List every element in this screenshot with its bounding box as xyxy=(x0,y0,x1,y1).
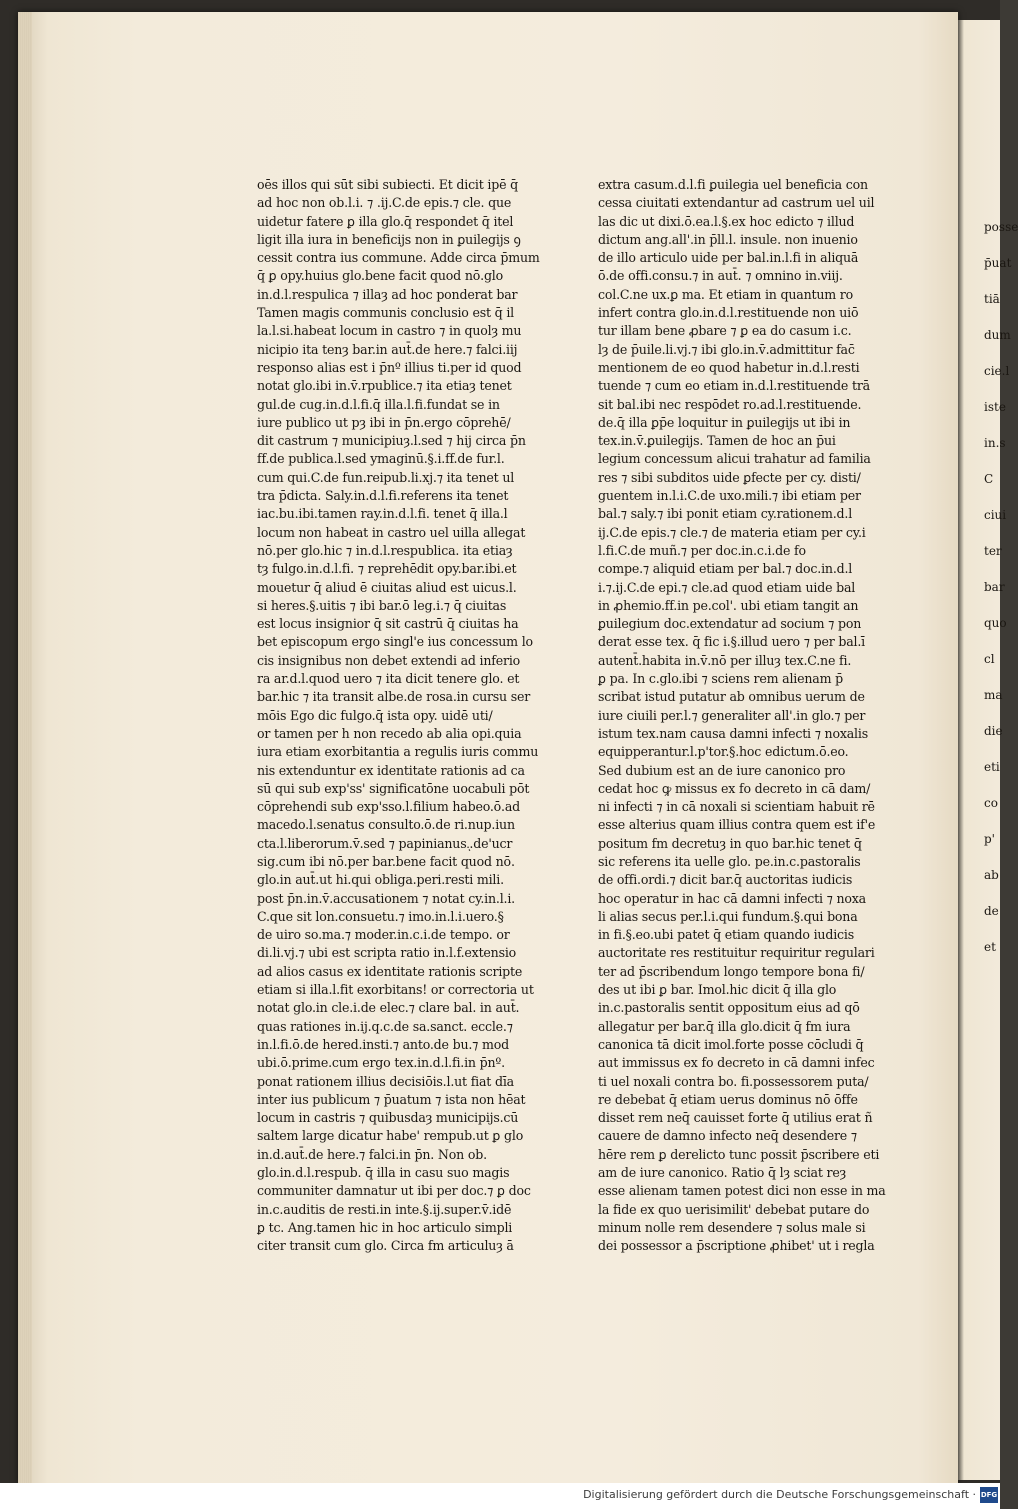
text-line: re debebat q̄ etiam uerus dominus nō ōffe xyxy=(598,1091,858,1107)
text-line: legium concessum alicui trahatur ad familia xyxy=(598,451,871,467)
text-line: auctoritate res restituitur requiritur regulari xyxy=(598,945,875,961)
text-line: de offi.ordi.⁊ dicit bar.q̄ auctoritas iudicis xyxy=(598,872,853,888)
text-line: or tamen per h non recedo ab alia opi.quia xyxy=(257,725,522,741)
text-line: communiter damnatur ut ibi per doc.⁊ ꝑ doc xyxy=(257,1183,531,1199)
left-text-column xyxy=(257,176,540,1256)
text-line: ter ad p̄scribendum longo tempore bona fi/ xyxy=(598,963,865,979)
facing-page-fragment: die xyxy=(984,724,1003,738)
text-line: equipperantur.l.p'tor.§.hoc edictum.ō.eo. xyxy=(598,744,849,760)
text-line: ō.de offi.consu.⁊ in aut̄. ⁊ omnino in.viij. xyxy=(598,268,843,284)
text-line: Sed dubium est an de iure canonico pro xyxy=(598,762,846,778)
text-line: la fide ex quo uerisimilit' debebat putare do xyxy=(598,1201,870,1217)
facing-page-fragment: p̄uat xyxy=(984,256,1012,270)
text-line: dictum ang.all'.in p̄ll.l. insule. non inuenio xyxy=(598,231,858,247)
text-line: in.l.fi.ō.de hered.insti.⁊ anto.de bu.⁊ mod xyxy=(257,1036,510,1052)
text-line: am de iure canonico. Ratio q̄ lȝ sciat reȝ xyxy=(598,1165,846,1181)
text-line: cta.l.liberorum.v̄.sed ⁊ papinianus.ͅ.de'ucr xyxy=(257,835,513,851)
text-line: est locus insignior q̄ sit castrū q̄ ciuitas ha xyxy=(257,616,519,632)
facing-page-fragment: posse xyxy=(984,220,1018,234)
text-line: iac.bu.ibi.tamen ray.in.d.l.fi. tenet q̄ illa.l xyxy=(257,506,508,522)
text-line: istum tex.nam causa damni infecti ⁊ noxalis xyxy=(598,725,868,741)
text-line: ꝑuilegium doc.extendatur ad socium ⁊ pon xyxy=(598,616,862,632)
facing-page-fragment: cl xyxy=(984,652,995,666)
text-line: notat glo.ibi in.v̄.rpublice.⁊ ita etiaȝ tenet xyxy=(257,378,512,394)
facing-page-fragment: bar xyxy=(984,580,1005,594)
text-line: Tamen magis communis conclusio est q̄ il xyxy=(257,305,514,321)
funding-notice: Digitalisierung gefördert durch die Deutsche Forschungsgemeinschaft · xyxy=(583,1488,976,1501)
text-line: saltem large dicatur habe' rempub.ut ꝑ glo xyxy=(257,1128,524,1144)
facing-page-fragment: ma xyxy=(984,688,1003,702)
text-line: cis insignibus non debet extendi ad inferio xyxy=(257,652,521,668)
text-line: de illo articulo uide per bal.in.l.fi in aliquā xyxy=(598,250,859,266)
facing-page-fragment: ab xyxy=(984,868,999,882)
text-line: la.l.si.habeat locum in castro ⁊ in quolȝ mu xyxy=(257,323,522,339)
text-line: aut immissus ex fo decreto in cā damni infec xyxy=(598,1055,875,1071)
text-line: tra p̄dicta. Saly.in.d.l.fi.referens ita tenet xyxy=(257,488,509,504)
text-line: in fi.§.eo.ubi patet q̄ etiam quando iudicis xyxy=(598,927,854,943)
text-line: allegatur per bar.q̄ illa glo.dicit q̄ fm iura xyxy=(598,1018,851,1034)
text-line: macedo.l.senatus consulto.ō.de ri.nup.iun xyxy=(257,817,515,833)
facing-page-fragment: tiā xyxy=(984,292,1000,306)
text-line: in.d.aut̄.de here.⁊ falci.in p̄n. Non ob. xyxy=(257,1146,487,1162)
text-line: tex.in.v̄.ꝑuilegijs. Tamen de hoc an p̄ui xyxy=(598,433,836,449)
facing-page-fragment: et xyxy=(984,940,996,954)
text-line: locum in castris ⁊ quibusdaȝ municipijs.cū xyxy=(257,1110,519,1126)
facing-page-fragment: cie.l xyxy=(984,364,1010,378)
text-line: sic referens ita uelle glo. pe.in.c.pastoralis xyxy=(598,853,861,869)
text-line: sit bal.ibi nec respōdet ro.ad.l.restituende. xyxy=(598,396,862,412)
text-line: disset rem neq̄ cauisset forte q̄ utilius erat ñ xyxy=(598,1110,873,1126)
text-line: nicipio ita tenȝ bar.in aut̄.de here.⁊ falci.iij xyxy=(257,341,518,357)
text-line: guentem in.l.i.C.de uxo.mili.⁊ ibi etiam per xyxy=(598,488,861,504)
right-text-column xyxy=(598,176,886,1256)
text-line: glo.in.d.l.respub. q̄ illa in casu suo magis xyxy=(257,1165,510,1181)
text-line: cedat hoc ꝙ missus ex fo decreto in cā dam/ xyxy=(598,780,871,796)
text-line: in.c.auditis de resti.in inte.§.ij.super.v̄.idē xyxy=(257,1201,512,1217)
text-line: dei possessor a p̄scriptione ꝓhibet' ut i regla xyxy=(598,1238,875,1254)
facing-page-fragment: co xyxy=(984,796,998,810)
facing-page-fragment: eti xyxy=(984,760,1000,774)
text-line: de.q̄ illa ꝑp̄e loquitur in ꝑuilegijs ut ibi in xyxy=(598,414,851,430)
facing-page-fragment: p' xyxy=(984,832,995,846)
text-line: lȝ de p̄uile.li.vj.⁊ ibi glo.in.v̄.admittitur fac̄ xyxy=(598,341,855,357)
text-line: ꝑ tc. Ang.tamen hic in hoc articulo simpli xyxy=(257,1219,513,1235)
text-line: extra casum.d.l.fi ꝑuilegia uel beneficia con xyxy=(598,177,868,192)
facing-page-fragment: dum xyxy=(984,328,1011,342)
text-line: cessit contra ius commune. Adde circa p̄mum xyxy=(257,250,540,266)
text-line: q̄ ꝑ opy.huius glo.bene facit quod nō.glo xyxy=(257,268,504,284)
text-line: scribat istud putatur ab omnibus uerum de xyxy=(598,689,865,705)
text-line: oēs illos qui sūt sibi subiecti. Et dicit ipē q̄ xyxy=(257,177,519,192)
footer-bar xyxy=(0,1483,1000,1509)
text-line: quas rationes in.ij.q.c.de sa.sanct. eccle.⁊ xyxy=(257,1018,513,1034)
facing-page-fragment: iste xyxy=(984,400,1006,414)
text-line: positum fm decretuȝ in quo bar.hic tenet q̄ xyxy=(598,835,862,851)
dfg-logo: DFG xyxy=(980,1487,998,1503)
text-line: cessa ciuitati extendantur ad castrum uel uil xyxy=(598,195,875,211)
text-line: notat glo.in cle.i.de elec.⁊ clare bal. in aut̄. xyxy=(257,1000,520,1016)
text-line: C.que sit lon.consuetu.⁊ imo.in.l.i.uero.§ xyxy=(257,908,504,924)
text-line: ra ar.d.l.quod uero ⁊ ita dicit tenere glo. et xyxy=(257,671,520,687)
facing-page-fragment: in.s xyxy=(984,436,1006,450)
text-line: li alias secus per.l.i.qui fundum.§.qui bona xyxy=(598,908,858,924)
text-line: ff.de publica.l.sed ymaginū.§.i.ff.de fur.l. xyxy=(257,451,505,467)
text-line: derat esse tex. q̄ fic i.§.illud uero ⁊ per bal.ī xyxy=(598,634,865,650)
facing-page-fragment: ciui xyxy=(984,508,1007,522)
text-line: citer transit cum glo. Circa fm articuluȝ ā xyxy=(257,1238,514,1254)
text-line: des ut ibi ꝑ bar. Imol.hic dicit q̄ illa glo xyxy=(598,982,837,998)
text-line: bar.hic ⁊ ita transit albe.de rosa.in cursu ser xyxy=(257,689,531,705)
text-line: post p̄n.in.v̄.accusationem ⁊ notat cy.in.l.i. xyxy=(257,890,515,906)
text-line: las dic ut dixi.ō.ea.l.§.ex hoc edicto ⁊ illud xyxy=(598,213,855,229)
text-line: res ⁊ sibi subditos uide ꝑfecte per cy. disti/ xyxy=(598,469,861,485)
text-line: ponat rationem illius decisiōis.l.ut fiat dīa xyxy=(257,1073,514,1089)
text-line: locum non habeat in castro uel uilla allegat xyxy=(257,524,526,540)
text-line: iure publico ut pȝ ibi in p̄n.ergo cōprehē/ xyxy=(257,414,511,430)
text-line: gul.de cug.in.d.l.fi.q̄ illa.l.fi.fundat se in xyxy=(257,396,500,412)
text-line: tur illam bene ꝓbare ⁊ ꝑ ea do casum i.c. xyxy=(598,323,852,339)
text-line: sig.cum ibi nō.per bar.bene facit quod nō. xyxy=(257,853,515,869)
text-line: esse alterius quam illius contra quem est if'e xyxy=(598,817,876,833)
text-line: in.d.l.respulica ⁊ illaȝ ad hoc ponderat bar xyxy=(257,286,518,302)
text-line: infert contra glo.in.d.l.restituende non uiō xyxy=(598,305,859,321)
text-line: mouetur q̄ aliud ē ciuitas aliud est uicus.l. xyxy=(257,579,517,595)
text-line: l.fi.C.de muñ.⁊ per doc.in.c.i.de fo xyxy=(598,542,806,558)
text-line: canonica tā dicit imol.forte posse cōcludi q̄ xyxy=(598,1036,864,1052)
facing-page-fragment: ter xyxy=(984,544,1002,558)
text-line: hoc operatur in hac cā damni infecti ⁊ noxa xyxy=(598,890,866,906)
facing-page-fragment: quo xyxy=(984,616,1007,630)
text-line: ligit illa iura in beneficijs non in ꝑuilegijs ꝯ xyxy=(257,231,521,247)
text-line: compe.⁊ aliquid etiam per bal.⁊ doc.in.d.l xyxy=(598,561,853,577)
text-line: ad alios casus ex identitate rationis scripte xyxy=(257,963,523,979)
text-line: nō.per glo.hic ⁊ in.d.l.respublica. ita etiaȝ xyxy=(257,542,513,558)
text-line: esse alienam tamen potest dici non esse in ma xyxy=(598,1183,886,1199)
text-line: in.c.pastoralis sentit oppositum eius ad qō xyxy=(598,1000,860,1016)
text-line: iure ciuili per.l.⁊ generaliter all'.in glo.⁊ per xyxy=(598,707,866,723)
text-line: etiam si illa.l.fit exorbitans! or correctoria ut xyxy=(257,982,534,998)
text-line: col.C.ne ux.ꝑ ma. Et etiam in quantum ro xyxy=(598,286,853,302)
text-line: uidetur fatere ꝑ illa glo.q̄ respondet q̄ itel xyxy=(257,213,514,229)
text-line: glo.in aut̄.ut hi.qui obliga.peri.resti mili. xyxy=(257,872,504,888)
text-line: tȝ fulgo.in.d.l.fi. ⁊ reprehēdit opy.bar.ibi.et xyxy=(257,561,517,577)
text-line: responso alias est i p̄nº illius ti.per id quod xyxy=(257,359,522,375)
text-line: cauere de damno infecto neq̄ desendere ⁊ xyxy=(598,1128,857,1144)
text-line: autent̄.habita in.v̄.nō per illuȝ tex.C.ne fi. xyxy=(598,652,852,668)
text-line: inter ius publicum ⁊ p̄uatum ⁊ ista non hēat xyxy=(257,1091,526,1107)
text-line: ti uel noxali contra bo. fi.possessorem puta/ xyxy=(598,1073,869,1089)
text-line: tuende ⁊ cum eo etiam in.d.l.restituende trā xyxy=(598,378,870,394)
text-line: iura etiam exorbitantia a regulis iuris commu xyxy=(257,744,539,760)
text-line: de uiro so.ma.⁊ moder.in.c.i.de tempo. or xyxy=(257,927,510,943)
text-line: bet episcopum ergo singl'e ius concessum lo xyxy=(257,634,533,650)
facing-page-fragment: C xyxy=(984,472,994,486)
text-line: ubi.ō.prime.cum ergo tex.in.d.l.fi.in p̄nº. xyxy=(257,1055,505,1071)
text-line: hēre rem ꝑ derelicto tunc possit p̄scribere eti xyxy=(598,1146,880,1162)
text-line: bal.⁊ saly.⁊ ibi ponit etiam cy.rationem.d.l xyxy=(598,506,853,522)
text-line: ad hoc non ob.l.i. ⁊ .ij.C.de epis.⁊ cle. que xyxy=(257,195,512,211)
text-line: sū qui sub exp'ss' significatōne uocabuli pōt xyxy=(257,780,530,796)
text-line: mōis Ego dic fulgo.q̄ ista opy. uidē uti/ xyxy=(257,707,493,723)
facing-page-fragment: de xyxy=(984,904,999,918)
text-line: ꝑ pa. In c.glo.ibi ⁊ sciens rem alienam p̄ xyxy=(598,671,843,687)
page-stack-edge xyxy=(18,12,32,1484)
text-line: si heres.§.uitis ⁊ ibi bar.ō leg.i.⁊ q̄ ciuitas xyxy=(257,597,507,613)
text-line: nis extenduntur ex identitate rationis ad ca xyxy=(257,762,525,778)
text-line: ij.C.de epis.⁊ cle.⁊ de materia etiam per cy.i xyxy=(598,524,866,540)
text-line: mentionem de eo quod habetur in.d.l.resti xyxy=(598,359,860,375)
text-line: i.⁊.ij.C.de epi.⁊ cle.ad quod etiam uide bal xyxy=(598,579,856,595)
text-line: in ꝓhemio.ff.in pe.col'. ubi etiam tangit an xyxy=(598,597,859,613)
text-line: cōprehendi sub exp'sso.l.filium habeo.ō.ad xyxy=(257,799,521,815)
text-line: di.li.vj.⁊ ubi est scripta ratio in.l.f.extensio xyxy=(257,945,517,961)
text-line: minum nolle rem desendere ⁊ solus male si xyxy=(598,1219,866,1235)
text-line: cum qui.C.de fun.reipub.li.xj.⁊ ita tenet ul xyxy=(257,469,515,485)
text-line: ni infecti ⁊ in cā noxali si scientiam habuit rē xyxy=(598,799,875,815)
facing-page-edge xyxy=(958,20,1018,1480)
text-line: dit castrum ⁊ municipiuȝ.l.sed ⁊ hij circa p̄n xyxy=(257,433,526,449)
